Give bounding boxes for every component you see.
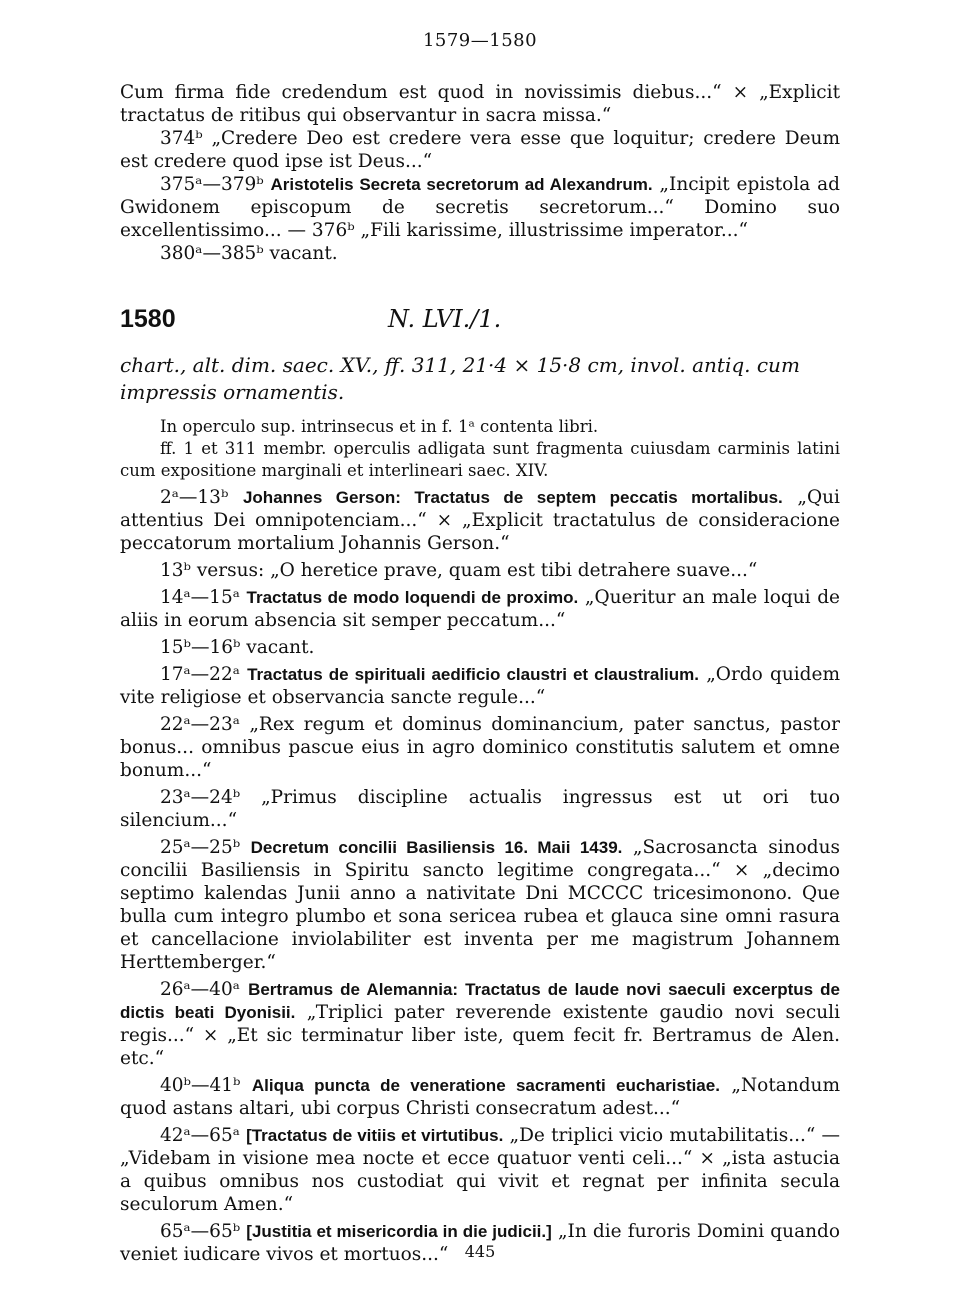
incipit-text: versus: „O heretice prave, quam est tibi detrahere suave...“: [196, 560, 758, 581]
incipit-text: „De triplici vicio mutabilitatis...“ — „Videbam in visione mea nocte et ecce quatuor venti celi...“ × „ista astucia a quibus omnibus nos custodiat qui vivit et regnat per infinita secula seculorum Amen.“: [120, 1125, 840, 1215]
page: [120, 30, 840, 1266]
work-title: Johannes Gerson: Tractatus de septem peccatis mortalibus.: [242, 488, 783, 507]
content-item: [120, 836, 840, 974]
work-title: Tractatus de spirituali aedificio claustri et claustralium.: [247, 665, 699, 684]
work-title: Tractatus de modo loquendi de proximo.: [246, 588, 579, 607]
entry-number: 1580: [120, 305, 176, 333]
folio-ref: 42ᵃ—65ᵃ: [160, 1125, 240, 1146]
folio-ref: 22ᵃ—23ᵃ: [160, 714, 240, 735]
prev-entry-para-2: 374ᵇ „Credere Deo est credere vera esse que loquitur; credere Deum est credere quod ipse ist Deus...“: [120, 128, 840, 172]
folio-ref: 2ᵃ—13ᵇ: [160, 487, 229, 508]
entry-heading: [120, 305, 840, 334]
folio-ref: 25ᵃ—25ᵇ: [160, 837, 241, 858]
folio-ref: 23ᵃ—24ᵇ: [160, 787, 241, 808]
folio-ref: 65ᵃ—65ᵇ: [160, 1221, 241, 1242]
incipit-text: „Notandum quod astans altari, ubi corpus Christi consecratum adest...“: [120, 1075, 840, 1119]
incipit-text: vacant.: [246, 637, 315, 658]
content-item: [120, 663, 840, 709]
incipit-text: „Queritur an male loqui de aliis in eorum absencia sit semper peccatum...“: [120, 587, 840, 631]
work-title: Aristotelis Secreta secretorum ad Alexandrum.: [270, 175, 653, 194]
running-head: 1579—1580: [422, 30, 538, 51]
prev-entry-para-1: Cum firma fide credendum est quod in novissimis diebus...“ × „Explicit tractatus de ritibus qui observantur in sacra missa.“: [120, 82, 840, 126]
prev-entry-para-4: 380ᵃ—385ᵇ vacant.: [160, 243, 338, 264]
incipit-text: „Rex regum et dominus dominancium, pater sanctus, pastor bonus... omnibus pascue eius in agro dominico constitutis salutem et omne bonum...“: [120, 714, 840, 781]
folio-ref: 26ᵃ—40ᵃ: [160, 979, 240, 1000]
work-title: [Tractatus de vitiis et virtutibus.: [246, 1126, 504, 1145]
folio-ref: 40ᵇ—41ᵇ: [160, 1075, 241, 1096]
content-item: [120, 786, 840, 832]
incipit-text: „Ordo quidem vite religiose et observancia sancte regule...“: [120, 664, 840, 708]
incipit-text: „Qui attentius Dei omnipotenciam...“ × „Explicit tractatulus de consideracione peccatorum mortalium Johannis Gerson.“: [120, 487, 840, 554]
content-item: [120, 636, 840, 659]
incipit-text: „Incipit epistola ad Gwidonem episcopum de secretis secretorum...“ Domino suo excellentissimo... — 376ᵇ „Fili karissime, illustrissime imperator...“: [120, 174, 840, 241]
content-items: [120, 486, 840, 1266]
work-title: Decretum concilii Basiliensis 16. Maii 1439.: [250, 838, 623, 857]
folio-ref: 14ᵃ—15ᵃ: [160, 587, 240, 608]
shelf-signature: N. LVI./1.: [388, 305, 502, 333]
work-title: Aliqua puncta de veneratione sacramenti eucharistiae.: [251, 1076, 720, 1095]
folio-ref: 375ᵃ—379ᵇ: [160, 174, 264, 195]
folio-ref: 15ᵇ—16ᵇ: [160, 637, 241, 658]
folio-ref: 13ᵇ: [160, 560, 191, 581]
content-item: [120, 486, 840, 555]
incipit-text: „In die furoris Domini quando veniet iudicare vivos et mortuos...“: [120, 1221, 840, 1265]
incipit-text: „Sacrosancta sinodus concilii Basiliensis in Spiritu sancto legitime congregata...“ × „decimo septimo kalendas Junii anno a nativitate Dni MCCCC tricesimonono. Que bulla cum integro plumbo et sona sericea rubea et glauca sine omni rasura et cancellacione inviolabiliter est inventa per me magistrum Johannem Herttemberger.“: [120, 837, 840, 973]
work-title: [Justitia et misericordia in die judicii.]: [246, 1222, 552, 1241]
page-number: 445: [464, 1242, 496, 1261]
content-item: [120, 559, 840, 582]
physical-description: chart., alt. dim. saec. XV., ff. 311, 21·4 × 15·8 cm, invol. antiq. cum impressis ornamentis.: [120, 353, 800, 404]
prev-entry-para-3: [120, 173, 840, 242]
content-item: [120, 1124, 840, 1216]
content-item: [120, 978, 840, 1070]
incipit-text: „Triplici pater reverende existente gaudio novi seculi regis...“ × „Et sic terminatur liber iste, quem fecit fr. Bertramus de Alen. etc.“: [120, 1002, 840, 1069]
content-item: [120, 713, 840, 782]
content-item: [120, 1074, 840, 1120]
note-contents: In operculo sup. intrinsecus et in f. 1ᵃ contenta libri.: [160, 417, 599, 436]
folio-ref: 17ᵃ—22ᵃ: [160, 664, 240, 685]
note-fragments: ff. 1 et 311 membr. operculis adligata sunt fragmenta cuiusdam carminis latini cum expositione marginali et interlineari saec. XIV.: [120, 439, 840, 480]
incipit-text: „Primus discipline actualis ingressus est ut ori tuo silencium...“: [120, 787, 840, 831]
work-title: Bertramus de Alemannia: Tractatus de laude novi saeculi excerptus de dictis beati Dyonisii.: [120, 980, 840, 1022]
content-item: [120, 586, 840, 632]
